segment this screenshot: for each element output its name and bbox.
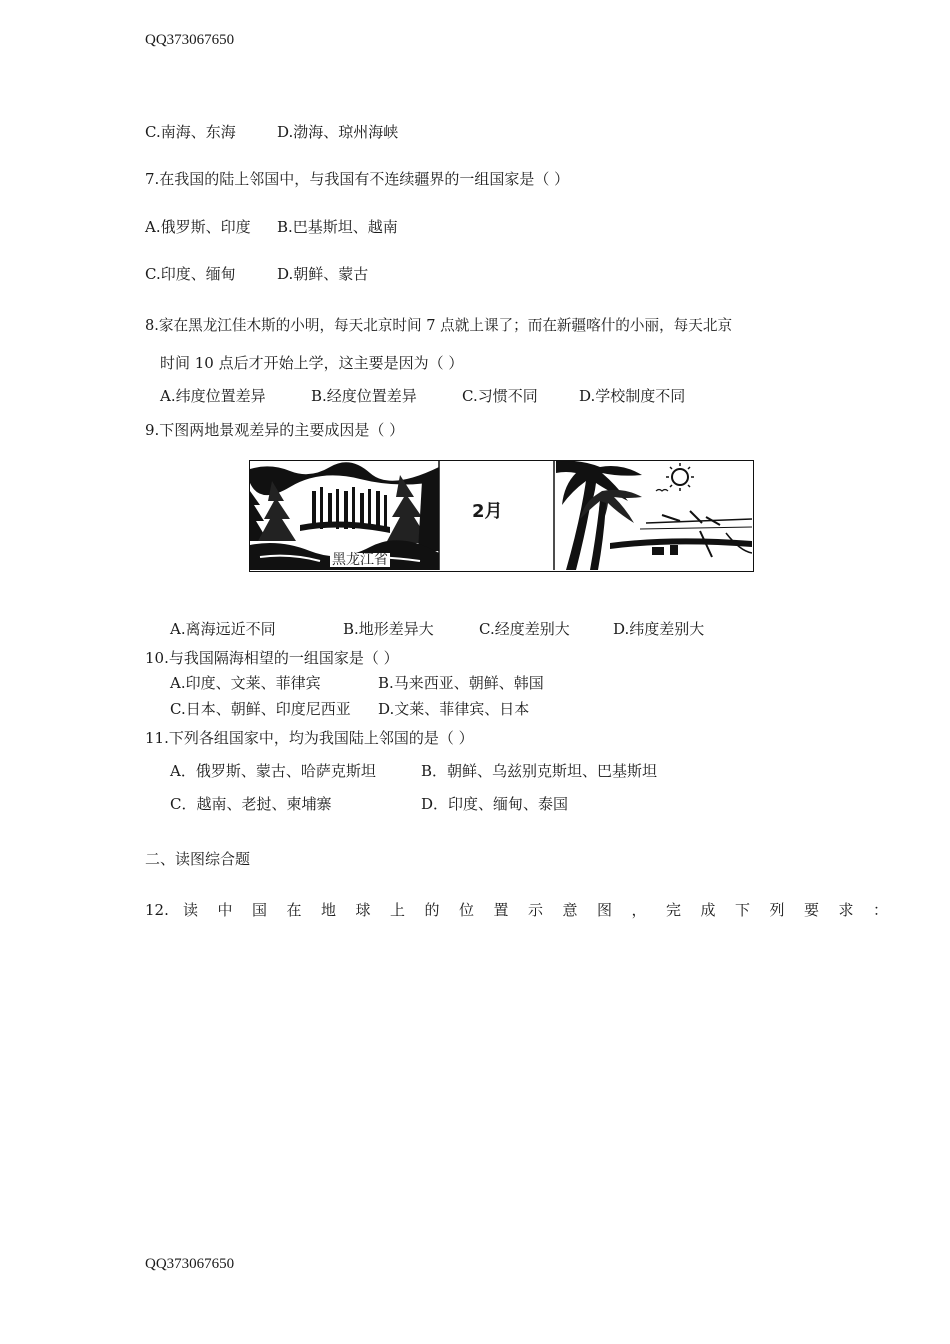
q8-option-a: A.纬度位置差异 [160,387,266,405]
q8-option-b: B.经度位置差异 [311,387,417,405]
figure-left-caption: 黑龙江省 [332,552,388,568]
q10-option-d: D.文莱、菲律宾、日本 [378,700,530,718]
q11-option-b: B．朝鲜、乌兹别克斯坦、巴基斯坦 [421,762,658,780]
q7-option-d: D.朝鲜、蒙古 [277,265,369,283]
q11-option-a: A．俄罗斯、蒙古、哈萨克斯坦 [170,762,376,780]
q7-stem: 7.在我国的陆上邻国中，与我国有不连续疆界的一组国家是（ ） [145,170,570,188]
q12-number: 12. [145,901,169,919]
q12-stem: 读中国在地球上的位置示意图，完成下列要求： [183,901,908,919]
q8-stem-line1: 8.家在黑龙江佳木斯的小明，每天北京时间 7 点就上课了；而在新疆喀什的小丽，每天北京 [145,317,733,334]
q9-option-d: D.纬度差别大 [613,620,705,638]
q8-option-c: C.习惯不同 [462,387,538,405]
q8-stem-line2: 时间 10 点后才开始上学，这主要是因为（ ） [160,354,464,372]
q6-option-c: C.南海、东海 [145,123,236,141]
q9-option-a: A.离海远近不同 [170,620,276,638]
q8-option-d: D.学校制度不同 [579,387,686,405]
figure-month-label: 2月 [472,501,503,522]
q10-stem: 10.与我国隔海相望的一组国家是（ ） [145,649,399,667]
q7-option-a: A.俄罗斯、印度 [145,218,251,236]
q7-option-b: B.巴基斯坦、越南 [277,218,398,236]
q9-landscape-figure [249,460,754,572]
section-title: 二、读图综合题 [145,850,251,868]
q7-option-c: C.印度、缅甸 [145,265,236,283]
page-header: QQ373067650 [145,32,235,48]
q11-option-c: C．越南、老挝、柬埔寨 [170,795,332,813]
q10-option-c: C.日本、朝鲜、印度尼西亚 [170,700,351,718]
q10-option-a: A.印度、文莱、菲律宾 [170,674,321,692]
q11-option-d: D．印度、缅甸、泰国 [421,795,569,813]
q10-option-b: B.马来西亚、朝鲜、韩国 [378,674,544,692]
q6-option-d: D.渤海、琼州海峡 [277,123,399,141]
q9-option-c: C.经度差别大 [479,620,570,638]
q9-stem: 9.下图两地景观差异的主要成因是（ ） [145,421,405,439]
q11-stem: 11.下列各组国家中，均为我国陆上邻国的是（ ） [145,729,474,747]
q9-option-b: B.地形差异大 [343,620,434,638]
tropical-beach-scene [556,461,752,570]
page-footer: QQ373067650 [145,1256,235,1272]
